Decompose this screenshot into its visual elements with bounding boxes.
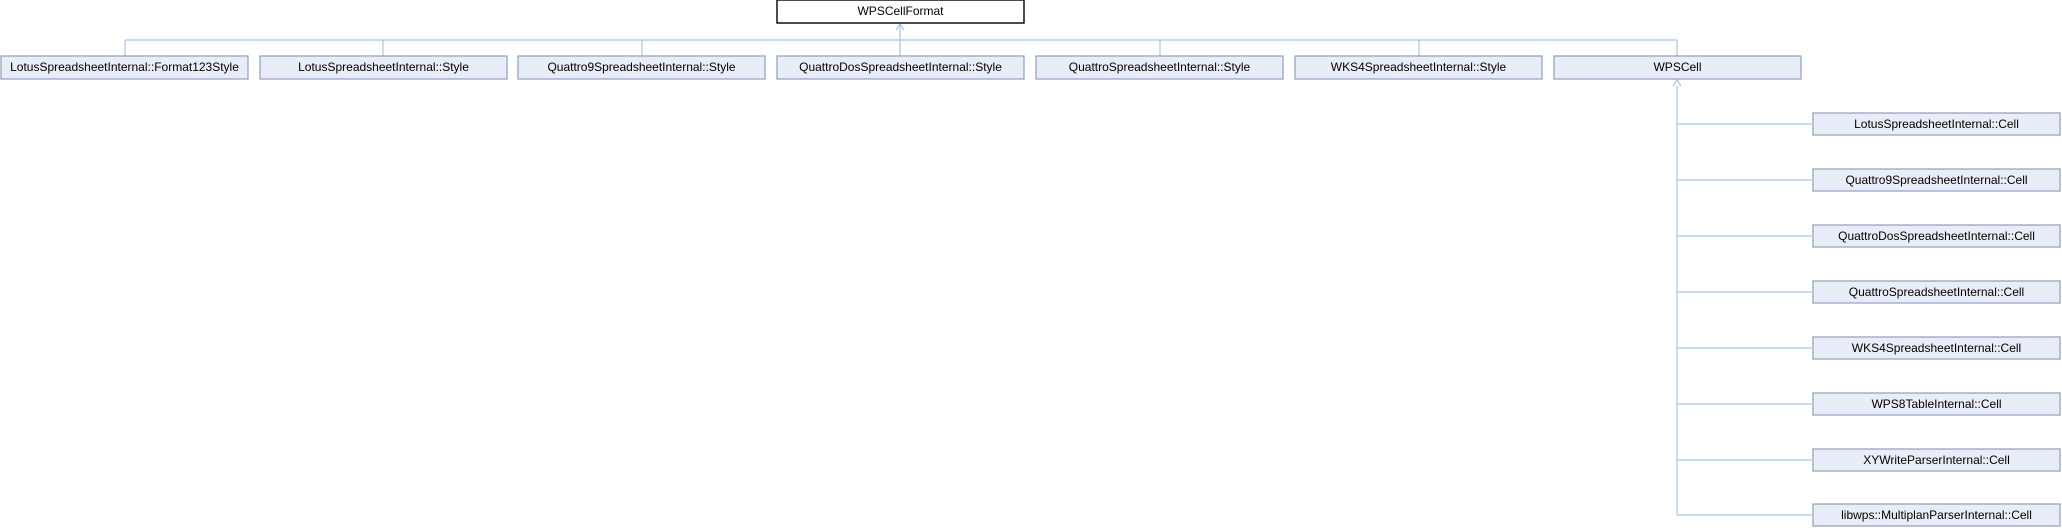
node-wps8table-cell[interactable] [1813,393,2060,415]
edges-root-to-level1 [125,24,1677,56]
node-quattro-cell[interactable] [1813,281,2060,303]
node-label: QuattroDosSpreadsheetInternal::Style [799,60,1002,74]
node-wks4-cell[interactable] [1813,337,2060,359]
node-label: LotusSpreadsheetInternal::Cell [1854,117,2019,131]
node-label: WPS8TableInternal::Cell [1871,397,2002,411]
node-label: LotusSpreadsheetInternal::Style [298,60,469,74]
node-quattro-style[interactable] [1036,56,1283,79]
node-wpscell[interactable] [1554,56,1801,79]
node-quattro9-cell[interactable] [1813,169,2060,191]
node-label: WKS4SpreadsheetInternal::Cell [1851,341,2022,355]
node-wks4-style[interactable] [1295,56,1542,79]
node-label: WPSCell [1653,60,1702,74]
node-label: libwps::MultiplanParserInternal::Cell [1841,508,2032,522]
node-label: LotusSpreadsheetInternal::Format123Style [10,60,239,74]
node-label: QuattroSpreadsheetInternal::Style [1068,60,1251,74]
node-label: QuattroDosSpreadsheetInternal::Cell [1838,229,2035,243]
node-label: WPSCellFormat [857,4,944,18]
node-multiplan-cell[interactable] [1813,504,2060,526]
node-label: Quattro9SpreadsheetInternal::Cell [1845,173,2028,187]
node-label: Quattro9SpreadsheetInternal::Style [547,60,736,74]
node-quattrodos-cell[interactable] [1813,225,2060,247]
node-wpscellformat[interactable] [777,0,1024,23]
inheritance-arrowhead-wpscell [1673,80,1681,86]
node-label: QuattroSpreadsheetInternal::Cell [1848,285,2025,299]
node-quattrodos-style[interactable] [777,56,1024,79]
node-lotus-cell[interactable] [1813,113,2060,135]
node-lotus-style[interactable] [260,56,507,79]
node-label: WKS4SpreadsheetInternal::Style [1330,60,1507,74]
node-label: XYWriteParserInternal::Cell [1863,453,2010,467]
node-quattro9-style[interactable] [518,56,765,79]
node-xywrite-cell[interactable] [1813,449,2060,471]
node-lotus-format123style[interactable] [1,56,248,79]
edges-wpscell-to-children [1673,80,1812,515]
